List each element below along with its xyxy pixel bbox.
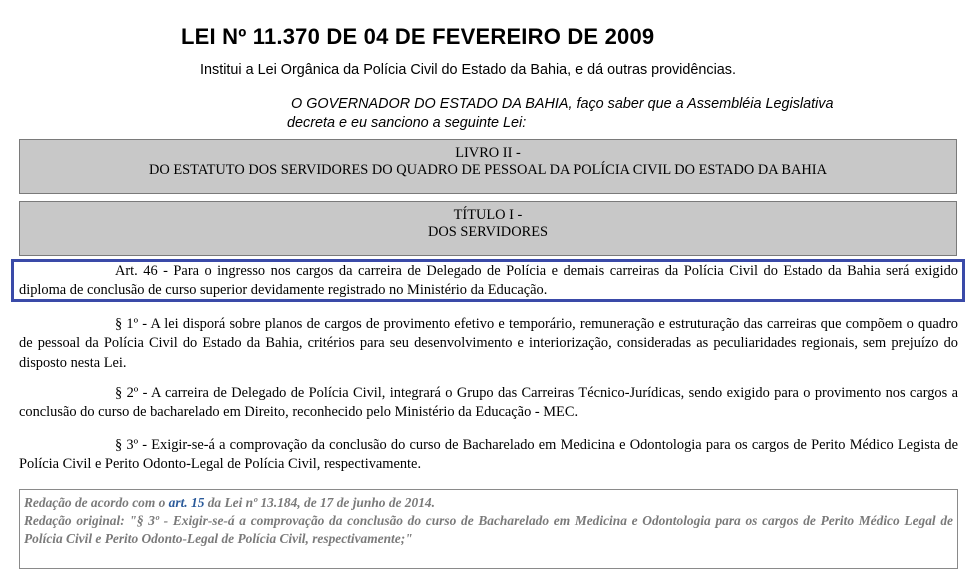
preamble-line-1: O GOVERNADOR DO ESTADO DA BAHIA, faço saber que a Assembléia Legislativa — [291, 96, 834, 112]
livro-heading: LIVRO II - — [455, 145, 521, 161]
original-wording: Redação original: "§ 3º - Exigir-se-á a comprovação da conclusão do curso de Bacharelado em Medicina e Odontologia para os cargos de Perito Médico Legal de Polícia Civil e Perito Odonto-Legal de Polícia Civil, respectivamente;" — [24, 513, 953, 546]
paragraph-1-text: § 1º - A lei disporá sobre planos de cargos de provimento efetivo e temporário, remuneração e estruturação das carreiras que compõem o quadro de pessoal da Polícia Civil do Estado da Bahia, critérios para seu desenvolvimento e interiorização, consideradas as peculiaridades regionais, sem prejuízo do disposto nesta Lei. — [19, 316, 958, 371]
article-46-text: Art. 46 - Para o ingresso nos cargos da carreira de Delegado de Polícia e demais carreiras da Polícia Civil do Estado da Bahia será exigido diploma de conclusão de curso superior devidamente registrado no Ministério da Educação. — [19, 263, 958, 299]
titulo-name: DOS SERVIDORES — [428, 224, 548, 240]
titulo-heading: TÍTULO I - — [453, 207, 523, 223]
paragraph-3-text: § 3º - Exigir-se-á a comprovação da conclusão do curso de Bacharelado em Medicina e Odontologia para os cargos de Perito Médico Legista de Polícia Civil e Perito Odonto-Legal de Polícia Civil, respectivamente. — [19, 437, 958, 473]
law-subtitle: Institui a Lei Orgânica da Polícia Civil do Estado da Bahia, e dá outras providências. — [200, 62, 736, 78]
amendment-suffix: da Lei nº 13.184, de 17 de junho de 2014. — [204, 495, 435, 510]
amendment-prefix: Redação de acordo com o — [24, 495, 169, 510]
amendment-source — [24, 494, 953, 512]
livro-section-header — [19, 139, 957, 194]
titulo-section-header — [19, 201, 957, 256]
preamble-line-2: decreta e eu sanciono a seguinte Lei: — [287, 115, 527, 131]
amendment-note — [19, 489, 958, 569]
paragraph-1 — [19, 315, 958, 373]
law-title: LEI Nº 11.370 DE 04 DE FEVEREIRO DE 2009 — [181, 24, 655, 49]
preamble — [287, 95, 957, 133]
paragraph-2 — [19, 384, 958, 423]
art-15-link[interactable]: art. 15 — [168, 495, 205, 510]
paragraph-2-text: § 2º - A carreira de Delegado de Polícia Civil, integrará o Grupo das Carreiras Técnico-Jurídicas, sendo exigido para o provimento nos cargos a conclusão do curso de bacharelado em Direito, reconhecido pelo Ministério da Educação - MEC. — [19, 385, 958, 421]
paragraph-3 — [19, 436, 958, 475]
article-46 — [19, 262, 958, 301]
livro-name: DO ESTATUTO DOS SERVIDORES DO QUADRO DE PESSOAL DA POLÍCIA CIVIL DO ESTADO DA BAHIA — [149, 162, 827, 178]
